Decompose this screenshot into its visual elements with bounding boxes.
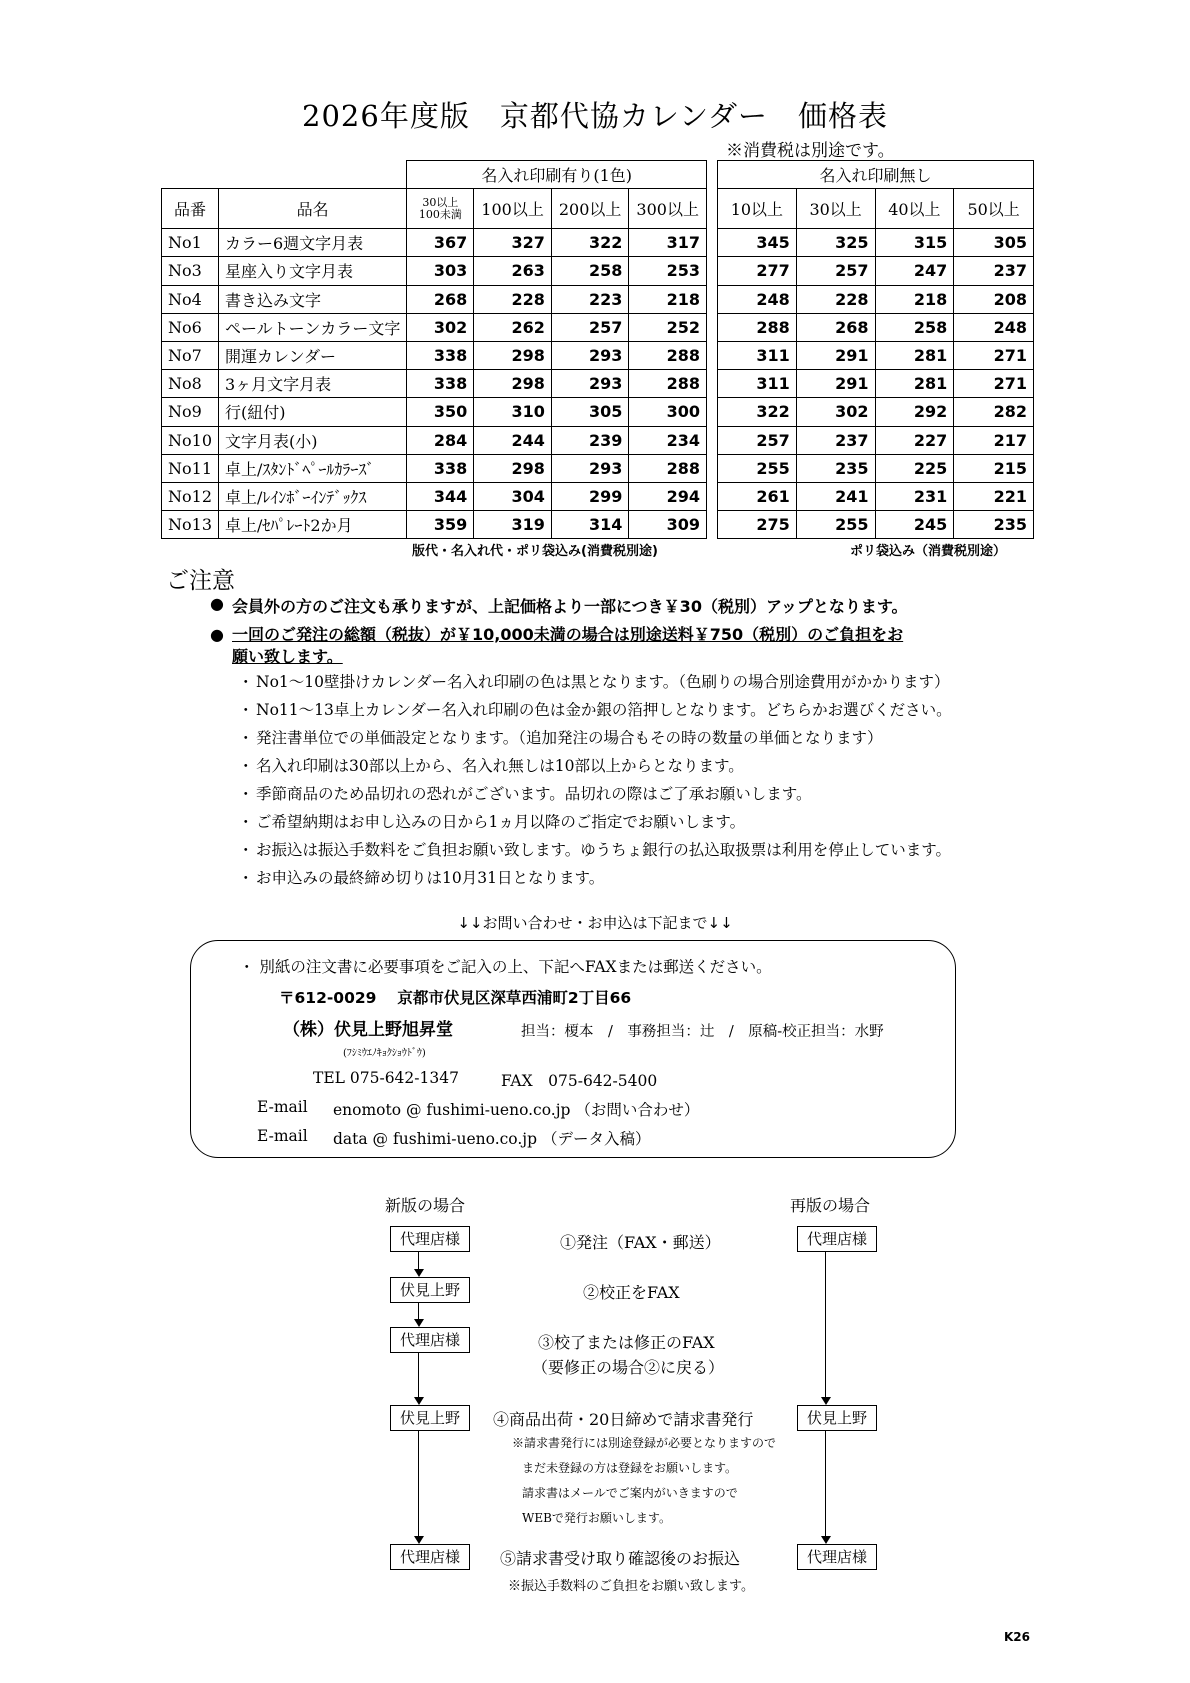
price-no-print: 305 (954, 229, 1034, 257)
col-header-200: 200以上 (551, 189, 629, 229)
caution-note-text: お申込みの最終締め切りは10月31日となります。 (256, 869, 605, 887)
col-header-50: 50以上 (954, 189, 1034, 229)
price-no-print: 257 (718, 426, 797, 454)
product-name: カラー6週文字月表 (219, 229, 407, 257)
price-no-print: 235 (796, 454, 875, 482)
note-bullet-icon: ・ (238, 701, 254, 719)
note-bullet-icon: ・ (238, 757, 254, 775)
table-row (718, 285, 1034, 313)
price-no-print: 302 (796, 398, 875, 426)
email-1-label: E-mail (257, 1098, 308, 1116)
price-no-print: 281 (875, 341, 954, 369)
price-printed: 367 (407, 229, 474, 257)
flow-box-agency-pay: 代理店様 (390, 1544, 470, 1570)
price-no-print: 241 (796, 482, 875, 510)
email-1[interactable]: enomoto @ fushimi-ueno.co.jp （お問い合わせ） (333, 1101, 700, 1119)
arrow-down-icon (821, 1536, 831, 1544)
price-printed: 293 (551, 454, 629, 482)
price-no-print: 292 (875, 398, 954, 426)
price-printed: 314 (551, 511, 629, 539)
table-row (718, 313, 1034, 341)
flow-box-agency-approve: 代理店様 (390, 1327, 470, 1353)
caution-note (238, 670, 950, 692)
flow-step-4-note-2: まだ未登録の方は登録をお願いします。 (522, 1461, 738, 1475)
price-no-print: 218 (875, 285, 954, 313)
arrow-down-icon (414, 1269, 424, 1277)
price-no-print: 291 (796, 341, 875, 369)
price-table-no-print (717, 160, 1034, 539)
price-printed: 322 (551, 229, 629, 257)
price-no-print: 315 (875, 229, 954, 257)
price-printed: 268 (407, 285, 474, 313)
table-row (162, 257, 707, 285)
price-printed: 338 (407, 341, 474, 369)
price-no-print: 227 (875, 426, 954, 454)
price-printed: 263 (474, 257, 552, 285)
price-printed: 228 (474, 285, 552, 313)
price-table-printed (161, 160, 707, 539)
price-printed: 304 (474, 482, 552, 510)
caution-bullet-2 (210, 624, 1032, 668)
price-printed: 298 (474, 370, 552, 398)
price-printed: 288 (629, 370, 707, 398)
bullet-dot-icon: ● (210, 625, 224, 644)
col-header-30-label: 30以上 (422, 195, 459, 209)
price-printed: 234 (629, 426, 707, 454)
contact-staff: 担当：榎本 / 事務担当：辻 / 原稿-校正担当：水野 (521, 1024, 884, 1040)
caution-note-text: No1～10壁掛けカレンダー名入れ印刷の色は黒となります。（色刷りの場合別途費用がかかります） (256, 673, 950, 691)
product-name: 開運カレンダー (219, 341, 407, 369)
caution-title: ご注意 (166, 568, 235, 594)
group-header-printed: 名入れ印刷有り(1色) (407, 161, 707, 189)
product-name: 行(紐付) (219, 398, 407, 426)
flow-heading-new: 新版の場合 (385, 1196, 466, 1215)
col-header-300: 300以上 (629, 189, 707, 229)
price-printed: 338 (407, 454, 474, 482)
company-kana: (ﾌｼﾐｳｴﾉｷｮｸｼｮｳﾄﾞｳ) (343, 1048, 426, 1059)
price-no-print: 231 (875, 482, 954, 510)
arrow-down-icon (414, 1397, 424, 1405)
flow-heading-reprint: 再版の場合 (790, 1196, 871, 1215)
product-code: No6 (162, 313, 219, 341)
product-name: 卓上/ﾚｲﾝﾎﾞｰｲﾝﾃﾞｯｸｽ (219, 482, 407, 510)
product-name: 卓上/ｽﾀﾝﾄﾞﾍﾟｰﾙｶﾗｰｽﾞ (219, 454, 407, 482)
flow-step-5: ⑤請求書受け取り確認後のお振込 (500, 1549, 741, 1568)
product-name: 書き込み文字 (219, 285, 407, 313)
product-name: 文字月表(小) (219, 426, 407, 454)
price-no-print: 257 (796, 257, 875, 285)
flow-box-fushimi-ship: 伏見上野 (390, 1405, 470, 1431)
table-row (718, 426, 1034, 454)
price-no-print: 311 (718, 341, 797, 369)
flow-box-agency-pay-reprint: 代理店様 (797, 1544, 877, 1570)
price-printed: 344 (407, 482, 474, 510)
caution-note-text: 発注書単位での単価設定となります。（追加発注の場合もその時の数量の単価となります） (256, 729, 883, 747)
email-2-label: E-mail (257, 1127, 308, 1145)
caution-bullet-1 (210, 594, 1032, 617)
table-row (162, 482, 707, 510)
email-2[interactable]: data @ fushimi-ueno.co.jp （データ入稿） (333, 1130, 651, 1148)
inquiry-arrow-text: ↓↓お問い合わせ・お申込は下記まで↓↓ (457, 914, 733, 932)
price-no-print: 277 (718, 257, 797, 285)
product-name: 星座入り文字月表 (219, 257, 407, 285)
price-printed: 288 (629, 454, 707, 482)
flow-box-fushimi-proof: 伏見上野 (390, 1277, 470, 1303)
caution-note (238, 866, 604, 888)
price-printed: 298 (474, 454, 552, 482)
caution-bullet-2-line2: 願い致します。 (232, 647, 343, 666)
caution-note (238, 810, 745, 832)
product-code: No10 (162, 426, 219, 454)
price-no-print: 247 (875, 257, 954, 285)
caution-note-text: 名入れ印刷は30部以上から、名入れ無しは10部以上からとなります。 (256, 757, 744, 775)
caution-note (238, 726, 883, 748)
price-printed: 252 (629, 313, 707, 341)
price-no-print: 245 (875, 511, 954, 539)
flow-step-4-note-4: WEBで発行お願いします。 (522, 1511, 671, 1525)
product-name: 卓上/ｾﾊﾟﾚｰﾄ2か月 (219, 511, 407, 539)
caution-note (238, 838, 951, 860)
flow-step-1: ①発注（FAX・郵送） (560, 1233, 721, 1252)
price-printed: 305 (551, 398, 629, 426)
table-row (162, 426, 707, 454)
price-printed: 359 (407, 511, 474, 539)
price-printed: 253 (629, 257, 707, 285)
price-printed: 293 (551, 370, 629, 398)
price-no-print: 217 (954, 426, 1034, 454)
table-row (718, 398, 1034, 426)
price-no-print: 228 (796, 285, 875, 313)
price-no-print: 255 (718, 454, 797, 482)
price-printed: 327 (474, 229, 552, 257)
col-header-name: 品名 (219, 189, 407, 229)
caution-note-text: No11～13卓上カレンダー名入れ印刷の色は金か銀の箔押しとなります。どちらかお選びください。 (256, 701, 952, 719)
note-bullet-icon: ・ (238, 785, 254, 803)
flow-box-agency-order: 代理店様 (390, 1226, 470, 1252)
arrow-down-icon (414, 1536, 424, 1544)
price-printed: 303 (407, 257, 474, 285)
bullet-dot-icon: ● (210, 594, 224, 613)
price-no-print: 291 (796, 370, 875, 398)
price-printed: 299 (551, 482, 629, 510)
table-row (718, 370, 1034, 398)
tax-note: ※消費税は別途です。 (726, 141, 895, 161)
arrow-down-icon (821, 1397, 831, 1405)
table-row (162, 398, 707, 426)
price-no-print: 282 (954, 398, 1034, 426)
product-code: No13 (162, 511, 219, 539)
flow-step-3-line1: ③校了または修正のFAX (538, 1333, 715, 1352)
price-printed: 319 (474, 511, 552, 539)
col-header-40: 40以上 (875, 189, 954, 229)
caution-bullet-2-line1: 一回のご発注の総額（税抜）が￥10,000未満の場合は別途送料￥750（税別）のご負担をお (232, 625, 904, 644)
note-bullet-icon: ・ (238, 729, 254, 747)
table-row (718, 482, 1034, 510)
product-code: No7 (162, 341, 219, 369)
group-header-no-print: 名入れ印刷無し (718, 161, 1034, 189)
table-row (718, 454, 1034, 482)
flow-step-4-note-3: 請求書はメールでご案内がいきますので (522, 1486, 738, 1500)
price-no-print: 225 (875, 454, 954, 482)
col-header-10: 10以上 (718, 189, 797, 229)
price-printed: 300 (629, 398, 707, 426)
contact-tel: TEL 075-642-1347 (313, 1069, 459, 1087)
price-printed: 310 (474, 398, 552, 426)
price-no-print: 258 (875, 313, 954, 341)
contact-box (190, 940, 956, 1158)
table-row (162, 229, 707, 257)
product-code: No8 (162, 370, 219, 398)
price-no-print: 255 (796, 511, 875, 539)
table-row (718, 257, 1034, 285)
price-printed: 218 (629, 285, 707, 313)
price-printed: 284 (407, 426, 474, 454)
price-no-print: 248 (718, 285, 797, 313)
col-header-100-under-label: 100未満 (418, 207, 462, 221)
col-header-code: 品番 (162, 189, 219, 229)
table-footnote-right: ポリ袋込み（消費税別途） (850, 544, 1007, 559)
price-no-print: 268 (796, 313, 875, 341)
table-row (162, 285, 707, 313)
flow-box-agency-order-reprint: 代理店様 (797, 1226, 877, 1252)
note-bullet-icon: ・ (238, 813, 254, 831)
price-printed: 258 (551, 257, 629, 285)
price-no-print: 215 (954, 454, 1034, 482)
caution-note-text: 季節商品のため品切れの恐れがございます。品切れの際はご了承お願いします。 (256, 785, 812, 803)
caution-note-text: ご希望納期はお申し込みの日から1ヵ月以降のご指定でお願いします。 (256, 813, 746, 831)
table-row (162, 370, 707, 398)
table-row (718, 341, 1034, 369)
caution-note-text: お振込は振込手数料をご負担お願い致します。ゆうちょ銀行の払込取扱票は利用を停止しています。 (256, 841, 952, 859)
contact-address: 〒612-0029 京都市伏見区深草西浦町2丁目66 (279, 989, 632, 1007)
price-printed: 338 (407, 370, 474, 398)
price-no-print: 271 (954, 370, 1034, 398)
flow-box-fushimi-ship-reprint: 伏見上野 (797, 1405, 877, 1431)
col-header-100: 100以上 (474, 189, 552, 229)
price-printed: 239 (551, 426, 629, 454)
price-no-print: 221 (954, 482, 1034, 510)
flow-step-4-note-1: ※請求書発行には別途登録が必要となりますので (512, 1436, 777, 1450)
flow-step-4: ④商品出荷・20日締めで請求書発行 (493, 1410, 754, 1429)
col-header-30-100 (407, 189, 474, 229)
note-bullet-icon: ・ (238, 869, 254, 887)
product-code: No11 (162, 454, 219, 482)
price-printed: 257 (551, 313, 629, 341)
caution-note (238, 754, 744, 776)
product-code: No3 (162, 257, 219, 285)
arrow-down-icon (414, 1319, 424, 1327)
price-printed: 293 (551, 341, 629, 369)
price-no-print: 235 (954, 511, 1034, 539)
caution-note (238, 698, 952, 720)
caution-note (238, 782, 812, 804)
price-printed: 350 (407, 398, 474, 426)
page-title: 2026年度版 京都代協カレンダー 価格表 (302, 99, 888, 133)
product-code: No4 (162, 285, 219, 313)
price-printed: 309 (629, 511, 707, 539)
price-printed: 298 (474, 341, 552, 369)
table-row (162, 511, 707, 539)
product-code: No1 (162, 229, 219, 257)
table-row (162, 341, 707, 369)
contact-fax: FAX 075-642-5400 (501, 1072, 658, 1090)
product-name: ペールトーンカラー文字 (219, 313, 407, 341)
price-no-print: 311 (718, 370, 797, 398)
price-no-print: 271 (954, 341, 1034, 369)
price-printed: 302 (407, 313, 474, 341)
note-bullet-icon: ・ (238, 841, 254, 859)
price-no-print: 261 (718, 482, 797, 510)
flow-step-3-line2: （要修正の場合②に戻る） (532, 1358, 725, 1377)
product-code: No9 (162, 398, 219, 426)
price-no-print: 345 (718, 229, 797, 257)
price-printed: 223 (551, 285, 629, 313)
price-no-print: 288 (718, 313, 797, 341)
price-no-print: 275 (718, 511, 797, 539)
contact-instruction: ・ 別紙の注文書に必要事項をご記入の上、下記へFAXまたは郵送ください。 (239, 958, 772, 976)
price-printed: 288 (629, 341, 707, 369)
col-header-30: 30以上 (796, 189, 875, 229)
table-footnote-left: 版代・名入れ代・ポリ袋込み(消費税別途) (412, 544, 658, 559)
price-no-print: 237 (796, 426, 875, 454)
price-no-print: 322 (718, 398, 797, 426)
price-printed: 294 (629, 482, 707, 510)
table-row (718, 511, 1034, 539)
price-printed: 317 (629, 229, 707, 257)
flow-step-5-note: ※振込手数料のご負担をお願い致します。 (508, 1579, 754, 1594)
price-no-print: 248 (954, 313, 1034, 341)
price-no-print: 237 (954, 257, 1034, 285)
price-printed: 262 (474, 313, 552, 341)
note-bullet-icon: ・ (238, 673, 254, 691)
table-row (718, 229, 1034, 257)
price-no-print: 281 (875, 370, 954, 398)
product-name: 3ヶ月文字月表 (219, 370, 407, 398)
table-row (162, 454, 707, 482)
table-row (162, 313, 707, 341)
product-code: No12 (162, 482, 219, 510)
flow-step-2: ②校正をFAX (583, 1283, 680, 1302)
company-name: （株）伏見上野旭昇堂 (283, 1020, 453, 1040)
price-no-print: 208 (954, 285, 1034, 313)
caution-bullet-1-text: 会員外の方のご注文も承りますが、上記価格より一部につき￥30（税別）アップとなります。 (232, 597, 908, 616)
price-printed: 244 (474, 426, 552, 454)
price-no-print: 325 (796, 229, 875, 257)
page-id: K26 (1004, 1630, 1030, 1644)
